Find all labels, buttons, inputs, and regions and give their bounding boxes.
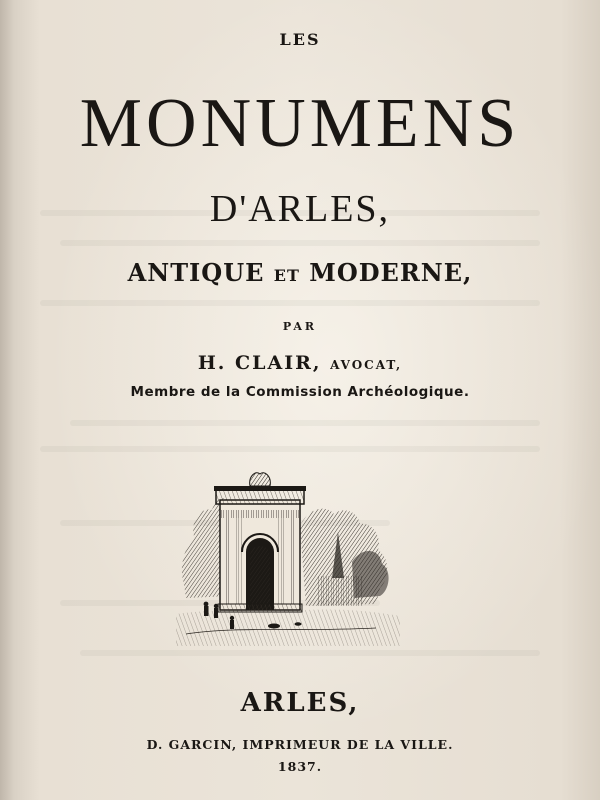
show-through bbox=[40, 446, 540, 452]
author bbox=[0, 352, 600, 374]
title-article: LES bbox=[279, 30, 321, 49]
subtitle-moderne: MODERNE, bbox=[309, 258, 473, 287]
imprint-city: ARLES, bbox=[240, 688, 360, 718]
column bbox=[224, 518, 231, 604]
arch-crest bbox=[250, 473, 271, 486]
arch-attic bbox=[216, 490, 304, 504]
column bbox=[289, 518, 296, 604]
subtitle-antique: ANTIQUE bbox=[127, 258, 265, 287]
author-role: AVOCAT, bbox=[330, 358, 403, 372]
arch-cornice bbox=[214, 486, 306, 491]
show-through bbox=[60, 240, 540, 246]
chapel bbox=[318, 576, 362, 606]
arch-opening-inner bbox=[250, 546, 270, 610]
subtitle bbox=[0, 258, 600, 287]
subtitle-et: ET bbox=[273, 266, 300, 285]
main-title: MONUMENS bbox=[79, 85, 521, 162]
author-name: H. CLAIR, bbox=[197, 352, 322, 374]
title-place: D'ARLES, bbox=[209, 188, 391, 230]
arch-frieze bbox=[220, 510, 300, 518]
by-line: PAR bbox=[282, 320, 318, 333]
ground bbox=[176, 609, 400, 646]
author-affiliation: Membre de la Commission Archéologique. bbox=[130, 384, 470, 400]
show-through bbox=[70, 420, 540, 426]
imprint-printer: D. GARCIN, IMPRIMEUR DE LA VILLE. bbox=[146, 737, 454, 752]
column bbox=[278, 518, 284, 604]
show-through bbox=[40, 300, 540, 306]
triumphal-arch-illustration bbox=[176, 466, 400, 646]
show-through bbox=[80, 650, 540, 656]
imprint-year: 1837. bbox=[277, 759, 323, 774]
column bbox=[236, 518, 242, 604]
